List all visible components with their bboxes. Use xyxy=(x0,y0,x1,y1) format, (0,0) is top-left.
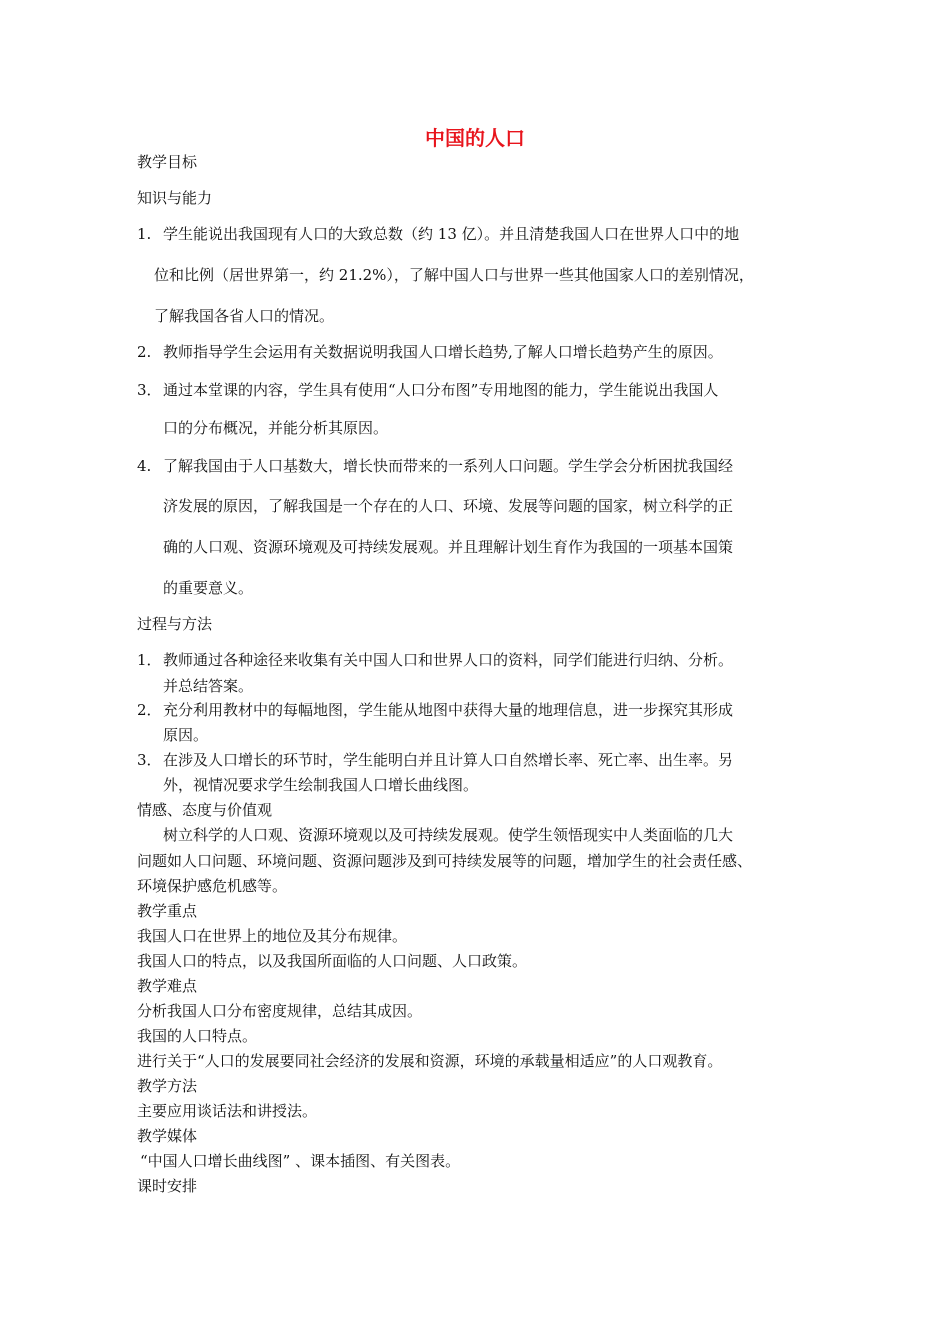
list-item-number: 1. xyxy=(137,225,152,243)
paragraph-line: “中国人口增长曲线图” 、课本插图、有关图表。 xyxy=(140,1152,461,1170)
list-item-text: 外，视情况要求学生绘制我国人口增长曲线图。 xyxy=(163,776,479,794)
list-item-text: 通过本堂课的内容，学生具有使用“人口分布图”专用地图的能力，学生能说出我国人 xyxy=(163,381,719,399)
list-item-text: 并总结答案。 xyxy=(163,677,254,695)
paragraph-line: 树立科学的人口观、资源环境观以及可持续发展观。使学生领悟现实中人类面临的几大 xyxy=(163,826,734,844)
heading-teaching-difficulty: 教学难点 xyxy=(137,977,198,995)
paragraph-line: 我国的人口特点。 xyxy=(137,1027,258,1045)
heading-teaching-key: 教学重点 xyxy=(137,902,198,920)
list-item-number: 3． xyxy=(137,751,162,769)
paragraph-line: 我国人口的特点，以及我国所面临的人口问题、人口政策。 xyxy=(137,952,528,970)
paragraph-line: 主要应用谈话法和讲授法。 xyxy=(137,1102,318,1120)
list-item-text: 的重要意义。 xyxy=(163,579,254,597)
paragraph-line: 环境保护感危机感等。 xyxy=(137,877,288,895)
list-item-text: 充分利用教材中的每幅地图，学生能从地图中获得大量的地理信息，进一步探究其形成 xyxy=(163,701,734,719)
heading-teaching-media: 教学媒体 xyxy=(137,1127,198,1145)
heading-process-method: 过程与方法 xyxy=(137,615,213,633)
heading-teaching-goals: 教学目标 xyxy=(137,153,198,171)
list-item-text: 教师指导学生会运用有关数据说明我国人口增长趋势,了解人口增长趋势产生的原因。 xyxy=(163,343,723,361)
list-item-text: 口的分布概况，并能分析其原因。 xyxy=(163,419,389,437)
paragraph-line: 问题如人口问题、环境问题、资源问题涉及到可持续发展等的问题，增加学生的社会责任感、 xyxy=(137,852,753,870)
list-item-text: 在涉及人口增长的环节时，学生能明白并且计算人口自然增长率、死亡率、出生率。另 xyxy=(163,751,734,769)
heading-teaching-method: 教学方法 xyxy=(137,1077,198,1095)
list-item-number: 3． xyxy=(137,381,162,399)
list-item-text: 济发展的原因，了解我国是一个存在的人口、环境、发展等问题的国家，树立科学的正 xyxy=(163,497,734,515)
paragraph-line: 进行关于“人口的发展要同社会经济的发展和资源，环境的承载量相适应”的人口观教育。 xyxy=(137,1052,723,1070)
heading-emotion-values: 情感、态度与价值观 xyxy=(137,801,273,819)
list-item-text: 原因。 xyxy=(163,726,209,744)
list-item-text: 了解我国由于人口基数大，增长快而带来的一系列人口问题。学生学会分析困扰我国经 xyxy=(163,457,734,475)
list-item-number: 2． xyxy=(137,701,162,719)
list-item-number: 4. xyxy=(137,457,152,475)
heading-class-schedule: 课时安排 xyxy=(137,1177,198,1195)
list-item-number: 1． xyxy=(137,651,162,669)
list-item-text: 教师通过各种途径来收集有关中国人口和世界人口的资料，同学们能进行归纳、分析。 xyxy=(163,651,734,669)
list-item-text: 确的人口观、资源环境观及可持续发展观。并且理解计划生育作为我国的一项基本国策 xyxy=(163,538,734,556)
list-item-text: 学生能说出我国现有人口的大致总数（约 13 亿）。并且清楚我国人口在世界人口中的地 xyxy=(163,225,740,243)
page-title: 中国的人口 xyxy=(425,126,525,150)
list-item-text: 位和比例（居世界第一，约 21.2%），了解中国人口与世界一些其他国家人口的差别情况， xyxy=(154,266,754,284)
list-item-number: 2. xyxy=(137,343,152,361)
list-item-text: 了解我国各省人口的情况。 xyxy=(154,307,335,325)
paragraph-line: 我国人口在世界上的地位及其分布规律。 xyxy=(137,927,408,945)
paragraph-line: 分析我国人口分布密度规律，总结其成因。 xyxy=(137,1002,423,1020)
heading-knowledge-ability: 知识与能力 xyxy=(137,189,213,207)
